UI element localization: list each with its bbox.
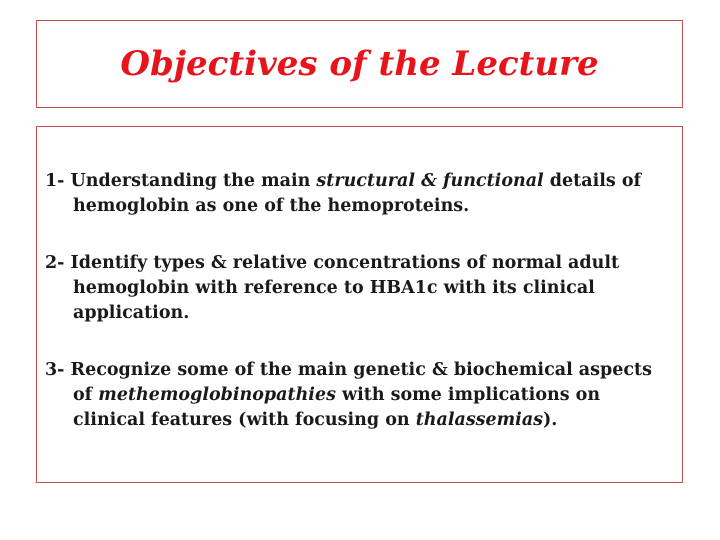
objective-text: Recognize some of the main genetic & biochemical aspects of [70, 360, 652, 405]
objective-text: Understanding the main [70, 171, 311, 191]
objective-number: 1- [45, 171, 65, 191]
objective-text: ). [543, 410, 558, 430]
objective-text: Identify types & relative concentrations of normal adult hemoglobin with reference to HBA1c with its clinical application. [70, 253, 620, 323]
objective-number: 3- [45, 360, 65, 380]
objective-emphasis: methemoglobinopathies [98, 385, 336, 405]
objective-item-2 [45, 251, 668, 326]
objective-number: 2- [45, 253, 65, 273]
slide-title: Objectives of the Lecture [120, 44, 599, 84]
objective-text: with some implications on clinical features (with focusing on [73, 385, 601, 430]
objective-text: details of hemoglobin as one of the hemoproteins. [73, 171, 642, 216]
objective-emphasis: structural & functional [316, 171, 544, 191]
objective-item-3 [45, 358, 668, 433]
objectives-box [36, 126, 683, 483]
title-box [36, 20, 683, 108]
objective-item-1 [45, 169, 668, 219]
objective-emphasis: thalassemias [415, 410, 544, 430]
